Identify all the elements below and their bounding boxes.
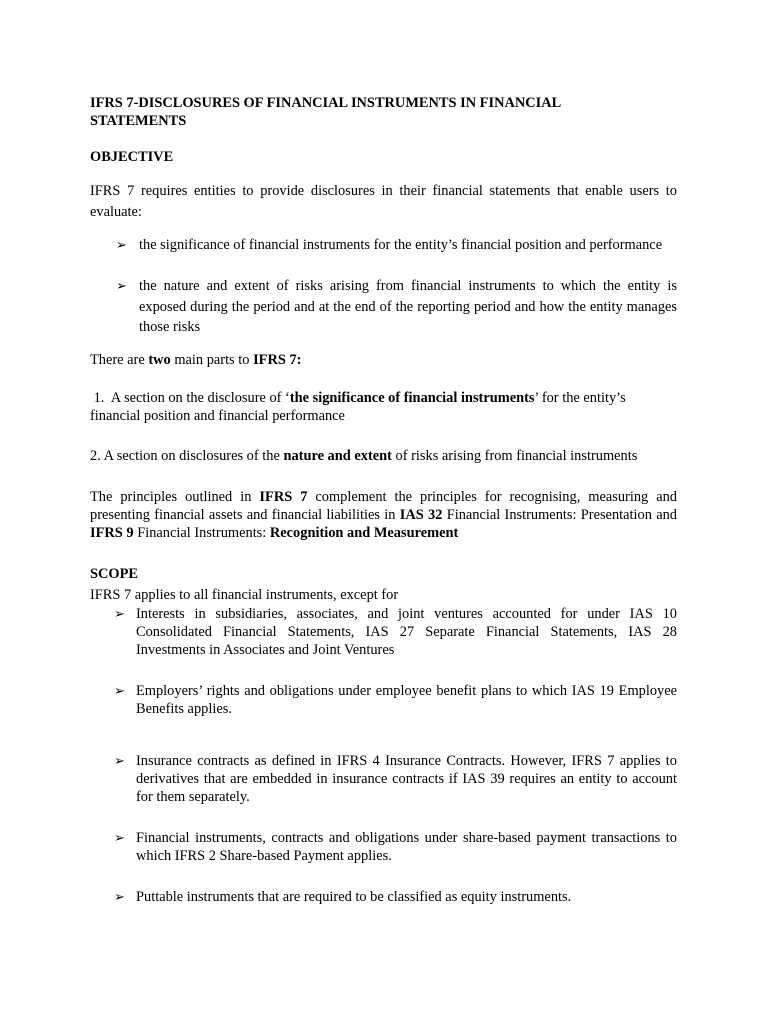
principles-paragraph: The principles outlined in IFRS 7 complement the principles for recognising, measuring and presenting financial assets and financial liabilities in IAS 32 Financial Instruments: Presentation and IFRS 9 Financial Instruments: Recognition and Measurement (90, 489, 677, 541)
objective-bullet-1-text: the significance of financial instruments for the entity’s financial position and performance (139, 237, 663, 253)
section-2-text: 2. A section on disclosures of the nature and extent of risks arising from financial instruments (90, 448, 638, 464)
scope-bullet-2-text: Employers’ rights and obligations under employee benefit plans to which IAS 19 Employee Benefits applies. (136, 683, 677, 717)
scope-bullet-1-text: Interests in subsidiaries, associates, and joint ventures accounted for under IAS 10 Consolidated Financial Statements, IAS 27 Separate Financial Statements, IAS 28 Investments in Associates and Joint Ventures (136, 606, 677, 658)
objective-bullet-2-text: the nature and extent of risks arising from financial instruments to which the entity is exposed during the period and at the end of the reporting period and how the entity manages those risks (139, 278, 677, 335)
scope-bullet-3-text: Insurance contracts as defined in IFRS 4 Insurance Contracts. However, IFRS 7 applies to derivatives that are embedded in insurance contracts if IAS 39 requires an entity to account for them separately. (136, 753, 677, 805)
arrow-bullet-icon: ➢ (116, 278, 127, 293)
arrow-bullet-icon: ➢ (114, 683, 125, 698)
arrow-bullet-icon: ➢ (114, 606, 125, 621)
parts-intro: There are two main parts to IFRS 7: (90, 352, 302, 368)
objective-heading: OBJECTIVE (90, 149, 174, 165)
arrow-bullet-icon: ➢ (114, 889, 125, 904)
scope-intro: IFRS 7 applies to all financial instruments, except for (90, 587, 399, 603)
scope-bullet-4-text: Financial instruments, contracts and obligations under share-based payment transactions to which IFRS 2 Share-based Payment applies. (136, 830, 677, 864)
scope-heading: SCOPE (90, 566, 138, 582)
arrow-bullet-icon: ➢ (116, 237, 127, 252)
arrow-bullet-icon: ➢ (114, 830, 125, 845)
document-title: IFRS 7-DISCLOSURES OF FINANCIAL INSTRUMENTS IN FINANCIAL STATEMENTS (90, 95, 561, 129)
arrow-bullet-icon: ➢ (114, 753, 125, 768)
scope-bullet-5-text: Puttable instruments that are required to be classified as equity instruments. (136, 889, 572, 905)
section-1-text: 1. A section on the disclosure of ‘the significance of financial instruments’ for the entity’s financial position and financial performance (90, 390, 630, 424)
objective-intro: IFRS 7 requires entities to provide disclosures in their financial statements that enable users to evaluate: (90, 183, 677, 220)
